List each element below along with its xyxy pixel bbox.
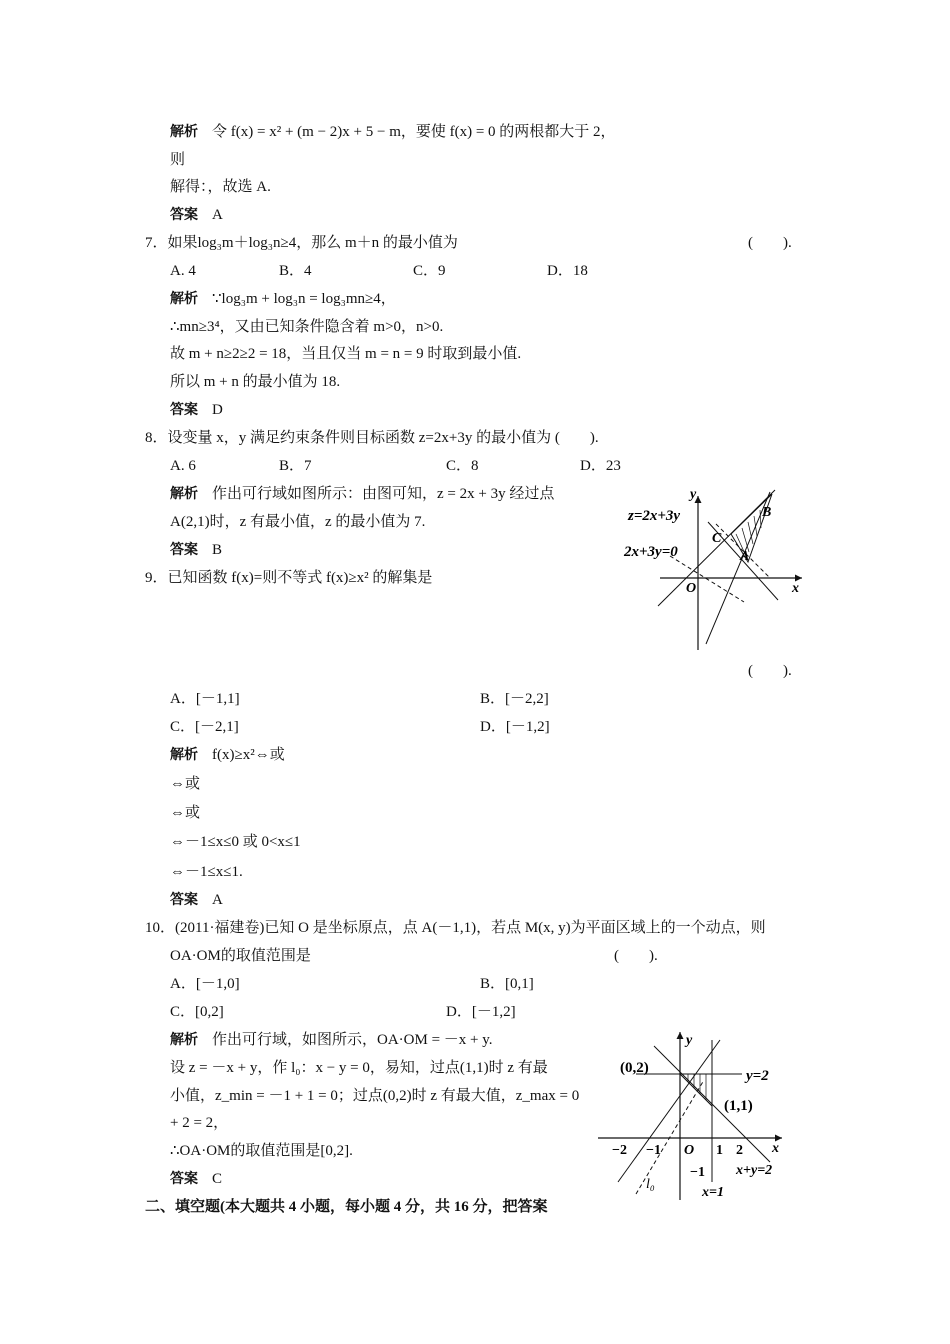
fig2-y-eq-2-label: y=2 [746,1068,769,1084]
q9-analysis-line4: ⇔－1≤x≤0 或 0<x≤1 [170,834,301,850]
q6-analysis-line3: 解得：，故选 A. [170,179,271,195]
q10-option-a: A．[－1,0] [170,976,240,992]
q7-option-b: B．4 [279,263,312,279]
q7-option-a: A. 4 [170,263,196,279]
q7-analysis-line3: 故 m + n≥2≥2 = 18，当且仅当 m = n = 9 时取到最小值. [170,346,522,362]
fig2-tick-neg2: −2 [612,1143,627,1158]
q10-analysis-line4: + 2 = 2， [170,1115,229,1131]
fig2-tick-1: 1 [716,1143,723,1158]
q10-paren: ( ). [614,948,658,964]
q6-analysis: 解析 令 f(x) = x² + (m − 2)x + 5 − m，要使 f(x) = 0 的两根都大于 2， [170,124,616,140]
q9-paren: ( ). [748,663,792,679]
fig1-point-c: C [712,531,722,546]
q9-analysis-line3: ⇔或 [170,805,201,821]
fig1-z-label: z=2x+3y [628,508,681,524]
q9-answer: 答案 A [170,892,223,908]
q7-answer: 答案 D [170,402,223,418]
fig1-point-b: B [762,505,772,520]
q6-analysis-line2: 则 [170,152,186,168]
fig2-origin-label: O [684,1143,695,1158]
fig2-point-1-1: (1,1) [724,1098,753,1114]
q8-analysis: 解析 作出可行域如图所示：由图可知，z = 2x + 3y 经过点 [170,486,555,502]
q10-analysis-line5: ∴OA·OM的取值范围是[0,2]. [170,1143,353,1159]
figure-q10-region [596,1026,796,1202]
q10-option-b: B．[0,1] [480,976,534,992]
q8-question: 8．设变量 x，y 满足约束条件则目标函数 z=2x+3y 的最小值为 ( ). [145,430,599,446]
q7-analysis: 解析 ∵log₃m + log₃n = log₃mn≥4， [170,291,396,307]
fig1-x-label: x [792,581,799,596]
q8-option-c: C．8 [446,458,479,474]
q7-analysis-line2: ∴mn≥3⁴，又由已知条件隐含着 m>0，n>0. [170,319,444,335]
q7-option-c: C．9 [413,263,446,279]
q10-option-c: C．[0,2] [170,1004,224,1020]
q7-paren: ( ). [748,235,792,251]
q9-analysis-line2: ⇔或 [170,776,201,792]
q7-option-d: D．18 [547,263,588,279]
fig1-point-a: A [740,549,750,564]
q10-question-line2: OA·OM的取值范围是 [170,948,311,964]
fig2-tick-2: 2 [736,1143,743,1158]
q10-analysis: 解析 作出可行域，如图所示，OA·OM = －x + y. [170,1032,493,1048]
fig2-tick-neg1: −1 [646,1143,661,1158]
hatching [688,1074,706,1100]
fig2-x-plus-y-label: x+y=2 [736,1163,773,1178]
fig2-l0-label: l₀ [646,1177,655,1192]
fig2-point-0-2: (0,2) [620,1060,649,1076]
figure-q8-region [620,482,820,652]
q8-option-b: B．7 [279,458,312,474]
q9-option-a: A．[－1,1] [170,691,240,707]
q10-question: 10．(2011·福建卷)已知 O 是坐标原点，点 A(－1,1)，若点 M(x, y)为平面区域上的一个动点，则 [145,920,766,936]
q7-analysis-line4: 所以 m + n 的最小值为 18. [170,374,341,390]
fig1-origin-label: O [686,581,697,596]
q8-analysis-line2: A(2,1)时，z 有最小值，z 的最小值为 7. [170,514,426,530]
fig2-tick-y-neg1: −1 [690,1165,705,1180]
q7-question: 7．如果log₃m＋log₃n≥4，那么 m＋n 的最小值为 [145,235,458,251]
feasible-region [680,1074,712,1106]
q9-option-d: D．[－1,2] [480,719,550,735]
q9-analysis-line5: ⇔－1≤x≤1. [170,864,243,880]
fig2-x-eq-1-label: x=1 [702,1185,724,1200]
fig1-line0-label: 2x+3y=0 [624,544,678,560]
q9-analysis: 解析 f(x)≥x²⇔或 [170,747,285,763]
q8-option-a: A. 6 [170,458,196,474]
q6-answer: 答案 A [170,207,223,223]
fig2-x-label: x [772,1141,779,1156]
q10-analysis-line3: 小值，z_min = －1 + 1 = 0；过点(0,2)时 z 有最大值，z_max = 0 [170,1088,580,1104]
fig2-y-label: y [686,1033,693,1048]
q8-option-d: D．23 [580,458,621,474]
q9-question: 9．已知函数 f(x)=则不等式 f(x)≥x² 的解集是 [145,570,433,586]
q10-analysis-line2: 设 z = －x + y，作 l₀：x − y = 0，易知，过点(1,1)时 z 有最 [170,1060,548,1076]
q9-option-c: C．[－2,1] [170,719,239,735]
q8-answer: 答案 B [170,542,223,558]
section-2-heading: 二、填空题(本大题共 4 小题，每小题 4 分，共 16 分，把答案 [145,1199,548,1215]
fig1-y-label: y [690,487,697,502]
q9-option-b: B．[－2,2] [480,691,549,707]
q10-option-d: D．[－1,2] [446,1004,516,1020]
q10-answer: 答案 C [170,1171,223,1187]
